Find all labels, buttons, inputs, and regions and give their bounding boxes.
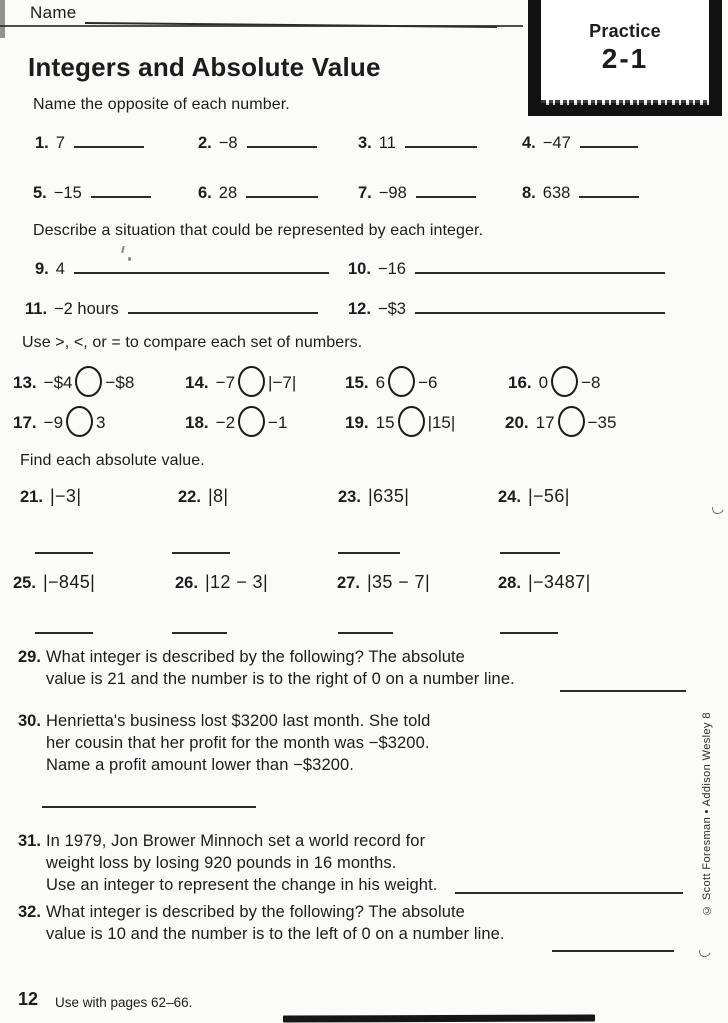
problem-value: −47 — [542, 134, 571, 152]
problem-value: 7 — [55, 134, 65, 152]
word-problem-number: 32. — [18, 903, 41, 921]
problem-value: −8 — [218, 134, 238, 152]
right-operand: 3 — [96, 412, 106, 432]
comparison-circle — [398, 406, 425, 437]
word-problem-number: 30. — [18, 712, 41, 730]
word-problem-line: What integer is described by the following? The absolute — [46, 903, 465, 921]
answer-blank — [338, 632, 393, 634]
problem-value: −16 — [377, 260, 406, 278]
problem-item — [35, 258, 329, 279]
answer-blank — [74, 258, 329, 274]
scan-artifact-sliver — [0, 0, 5, 38]
answer-blank — [247, 132, 317, 148]
problem-item — [345, 368, 438, 399]
word-problem-line: Use an integer to represent the change in his weight. — [46, 876, 438, 894]
answer-blank — [35, 632, 93, 634]
left-operand: −$4 — [43, 372, 73, 392]
problem-value: 11 — [378, 134, 396, 152]
problem-item — [348, 258, 665, 279]
answer-blank — [500, 632, 558, 634]
problem-number: 18. — [185, 412, 209, 432]
problem-item — [508, 368, 601, 399]
problem-value: −98 — [378, 184, 407, 202]
left-operand: −7 — [215, 372, 236, 392]
answer-blank — [338, 552, 400, 554]
name-label: Name — [30, 3, 77, 22]
word-problem-number: 29. — [18, 648, 41, 666]
right-operand: |15| — [427, 412, 456, 432]
problem-number: 2. — [198, 134, 212, 152]
answer-blank — [560, 690, 686, 692]
header-rule — [0, 25, 523, 27]
problem-number: 20. — [505, 412, 529, 432]
scan-artifact-bar — [283, 1014, 595, 1022]
answer-blank — [246, 182, 318, 198]
problem-number: 23. — [338, 488, 361, 506]
problem-number: 27. — [337, 574, 360, 592]
word-problem-line: Name a profit amount lower than −$3200. — [46, 756, 354, 774]
problem-number: 1. — [35, 134, 49, 152]
word-problem-line: her cousin that her profit for the month was −$3200. — [46, 734, 430, 752]
word-problem-line: value is 10 and the number is to the left of 0 on a number line. — [46, 925, 505, 943]
problem-item — [35, 132, 144, 153]
problem-value: |−3| — [49, 486, 82, 506]
problem-number: 7. — [358, 184, 372, 202]
right-operand: −8 — [581, 372, 601, 392]
problem-value: |−3487| — [527, 572, 591, 592]
word-problem-line: value is 21 and the number is to the right of 0 on a number line. — [46, 670, 515, 688]
comparison-circle — [551, 366, 578, 397]
problem-number: 25. — [13, 574, 36, 592]
problem-item — [13, 572, 95, 593]
answer-blank — [42, 806, 256, 808]
answer-blank — [172, 552, 230, 554]
problem-number: 26. — [175, 574, 198, 592]
problem-item — [498, 572, 591, 593]
problem-item — [175, 572, 268, 593]
footer-note: Use with pages 62–66. — [55, 995, 193, 1010]
right-operand: −6 — [418, 372, 438, 392]
problem-value: 638 — [542, 184, 571, 202]
problem-number: 24. — [498, 488, 521, 506]
practice-box-speckle — [541, 100, 709, 105]
left-operand: −9 — [43, 412, 64, 432]
word-problem-line: weight loss by losing 920 pounds in 16 months. — [46, 854, 397, 872]
word-problem-line: Henrietta's business lost $3200 last month. She told — [46, 712, 431, 730]
problem-number: 5. — [33, 184, 47, 202]
problem-item — [13, 368, 134, 399]
problem-value: |635| — [367, 486, 410, 506]
problem-item — [198, 182, 318, 203]
problem-number: 12. — [348, 300, 371, 318]
problem-item — [505, 408, 616, 439]
left-operand: 0 — [538, 372, 549, 392]
section-instruction: Name the opposite of each number. — [33, 96, 290, 113]
problem-number: 9. — [35, 260, 49, 278]
problem-item — [522, 132, 638, 153]
left-operand: 17 — [535, 412, 555, 432]
problem-item — [20, 486, 81, 507]
practice-number: 2-1 — [601, 43, 649, 74]
problem-item — [185, 408, 287, 439]
answer-blank — [416, 182, 476, 198]
problem-value: |8| — [207, 486, 229, 506]
left-operand: 6 — [375, 372, 386, 392]
problem-item — [522, 182, 639, 203]
problem-value: 4 — [55, 260, 65, 278]
answer-blank — [128, 298, 318, 314]
scan-artifact-tick — [121, 246, 125, 253]
right-operand: −35 — [587, 412, 617, 432]
problem-item — [198, 132, 317, 153]
practice-label: Practice — [589, 21, 661, 41]
right-operand: |−7| — [268, 372, 297, 392]
problem-item — [348, 298, 665, 319]
answer-blank — [172, 632, 227, 634]
word-problem-line: In 1979, Jon Brower Minnoch set a world record for — [46, 832, 426, 850]
answer-blank — [35, 552, 93, 554]
problem-number: 11. — [25, 300, 48, 318]
problem-item — [178, 486, 229, 507]
problem-value: −$3 — [377, 300, 406, 318]
problem-value: |−56| — [527, 486, 570, 506]
section-instruction: Find each absolute value. — [20, 452, 205, 469]
left-operand: 15 — [375, 412, 395, 432]
answer-blank — [500, 552, 560, 554]
problem-item — [185, 368, 296, 399]
problem-value: −2 hours — [54, 300, 119, 318]
scan-artifact-squiggle — [697, 944, 713, 959]
comparison-circle — [238, 406, 265, 437]
comparison-circle — [75, 366, 102, 397]
answer-blank — [405, 132, 477, 148]
answer-blank — [552, 950, 674, 952]
problem-number: 28. — [498, 574, 521, 592]
problem-number: 17. — [13, 412, 37, 432]
scan-artifact-squiggle — [710, 501, 726, 516]
comparison-circle — [238, 366, 265, 397]
problem-item — [345, 408, 455, 439]
problem-item — [338, 486, 409, 507]
problem-number: 21. — [20, 488, 43, 506]
section-instruction: Use >, <, or = to compare each set of numbers. — [22, 334, 363, 351]
problem-value: |12 − 3| — [204, 572, 269, 592]
practice-box — [528, 0, 722, 116]
word-problem-line: What integer is described by the following? The absolute — [46, 648, 465, 666]
right-operand: −$8 — [105, 372, 135, 392]
answer-blank — [91, 182, 151, 198]
answer-blank — [580, 132, 638, 148]
problem-value: −15 — [53, 184, 82, 202]
left-operand: −2 — [215, 412, 236, 432]
comparison-circle — [66, 406, 93, 437]
page-title: Integers and Absolute Value — [28, 52, 381, 82]
comparison-circle — [388, 366, 415, 397]
problem-number: 6. — [198, 184, 212, 202]
problem-number: 13. — [13, 372, 37, 392]
problem-value: 28 — [218, 184, 238, 202]
problem-value: |−845| — [42, 572, 96, 592]
problem-item — [498, 486, 570, 507]
problem-number: 16. — [508, 372, 532, 392]
section-instruction: Describe a situation that could be represented by each integer. — [33, 222, 484, 239]
answer-blank — [415, 258, 665, 274]
answer-blank — [415, 298, 665, 314]
problem-item — [13, 408, 106, 439]
problem-number: 15. — [345, 372, 369, 392]
answer-blank — [579, 182, 639, 198]
footer-page-number: 12 — [18, 989, 39, 1009]
problem-number: 22. — [178, 488, 201, 506]
problem-item — [33, 182, 151, 203]
copyright-vertical: © Scott Foresman • Addison Wesley 8 — [701, 712, 713, 916]
comparison-circle — [558, 406, 585, 437]
problem-number: 3. — [358, 134, 372, 152]
problem-number: 14. — [185, 372, 209, 392]
problem-item — [337, 572, 430, 593]
problem-value: |35 − 7| — [366, 572, 431, 592]
problem-number: 4. — [522, 134, 536, 152]
answer-blank — [74, 132, 144, 148]
answer-blank — [455, 892, 683, 894]
right-operand: −1 — [268, 412, 288, 432]
problem-item — [25, 298, 318, 319]
problem-number: 8. — [522, 184, 536, 202]
problem-item — [358, 182, 476, 203]
problem-item — [358, 132, 477, 153]
problem-number: 10. — [348, 260, 371, 278]
problem-number: 19. — [345, 412, 369, 432]
word-problem-number: 31. — [18, 832, 41, 850]
